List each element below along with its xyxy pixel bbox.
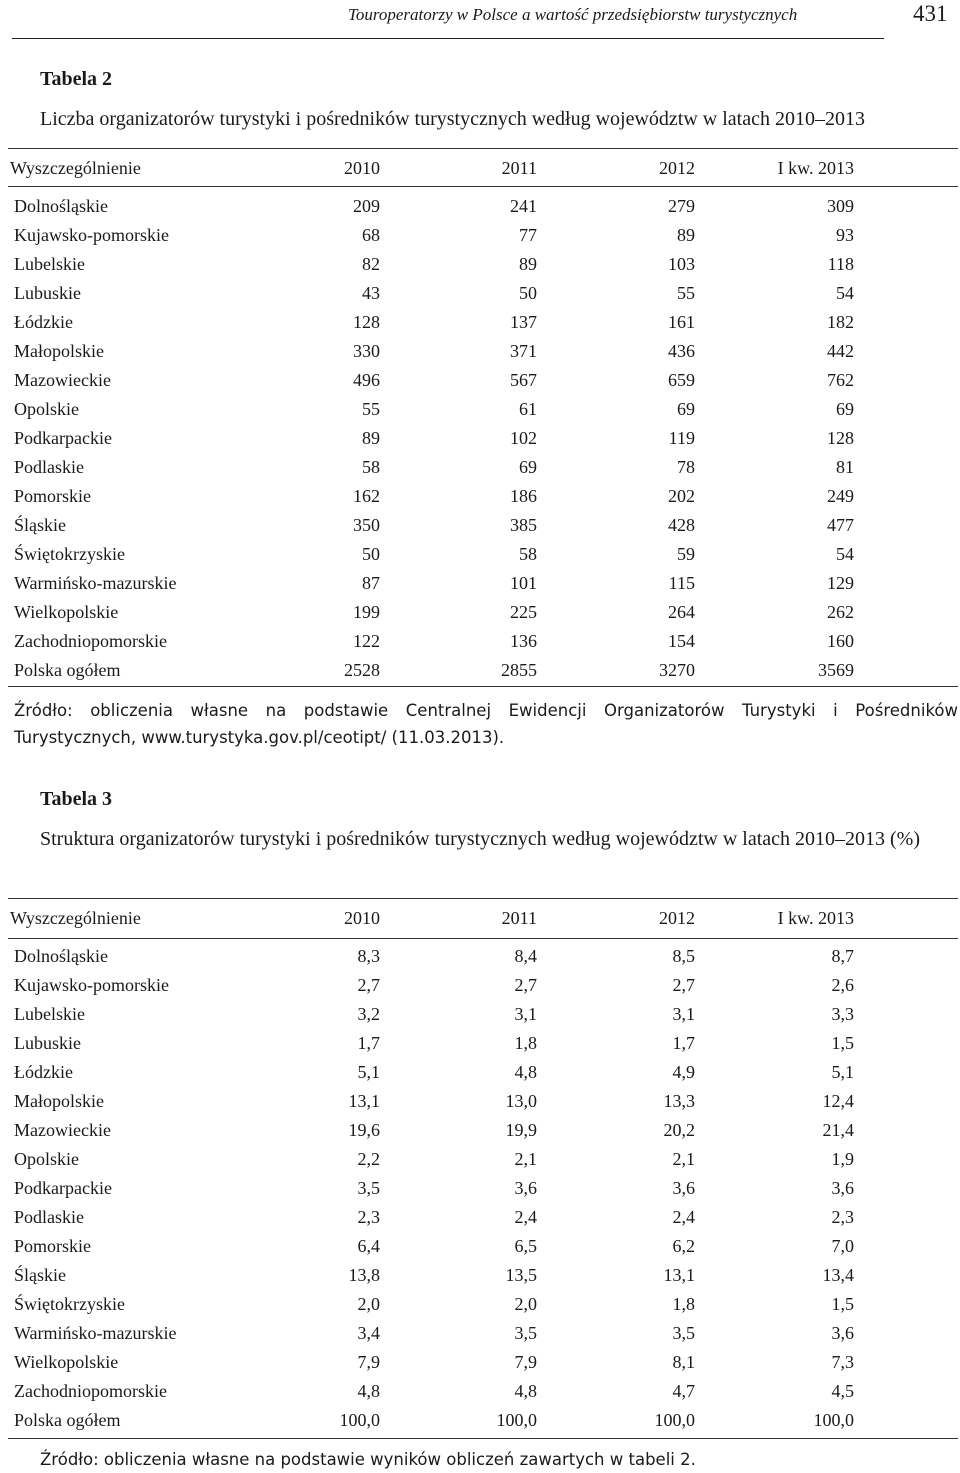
value-2013-q1: 5,1 <box>831 1062 854 1082</box>
value-2011: 1,8 <box>514 1033 537 1053</box>
region-name: Świętokrzyskie <box>14 1294 125 1314</box>
table-row <box>0 486 960 515</box>
value-2013-q1: 4,5 <box>831 1381 854 1401</box>
value-2011: 3,6 <box>514 1178 537 1198</box>
value-2013-q1: 3,6 <box>831 1178 854 1198</box>
value-2012: 659 <box>668 370 695 390</box>
region-name: Polska ogółem <box>14 1410 121 1430</box>
value-2011: 186 <box>510 486 537 506</box>
region-name: Łódzkie <box>14 1062 73 1082</box>
table3-header-rule <box>8 938 958 939</box>
value-2010: 2,2 <box>357 1149 380 1169</box>
table-row <box>0 225 960 254</box>
value-2011: 241 <box>510 196 537 216</box>
value-2013-q1: 262 <box>827 602 854 622</box>
region-name: Lubuskie <box>14 283 81 303</box>
table-row <box>0 370 960 399</box>
value-2011: 101 <box>510 573 537 593</box>
table-row <box>0 1352 960 1381</box>
region-name: Małopolskie <box>14 1091 104 1111</box>
value-2013-q1: 12,4 <box>822 1091 854 1111</box>
table-row <box>0 196 960 225</box>
region-name: Warmińsko-mazurskie <box>14 1323 177 1343</box>
table2-top-rule <box>8 148 958 149</box>
table-row <box>0 1294 960 1323</box>
running-title: Touroperatorzy w Polsce a wartość przedsiębiorstw turystycznych <box>348 5 798 24</box>
value-2012: 103 <box>668 254 695 274</box>
value-2012: 89 <box>677 225 695 245</box>
value-2013-q1: 3,3 <box>831 1004 854 1024</box>
value-2011: 61 <box>519 399 537 419</box>
value-2011: 100,0 <box>496 1410 537 1430</box>
value-2010: 19,6 <box>348 1120 380 1140</box>
value-2012: 4,7 <box>672 1381 695 1401</box>
value-2013-q1: 7,0 <box>831 1236 854 1256</box>
region-name: Lubelskie <box>14 254 85 274</box>
table-row <box>0 1410 960 1439</box>
table-row <box>0 283 960 312</box>
value-2012: 3,6 <box>672 1178 695 1198</box>
value-2012: 115 <box>668 573 695 593</box>
table2-header-row <box>0 158 960 182</box>
value-2013-q1: 100,0 <box>813 1410 854 1430</box>
table2-column-header: 2012 <box>659 158 695 178</box>
value-2010: 89 <box>362 428 380 448</box>
value-2010: 13,1 <box>348 1091 380 1111</box>
value-2013-q1: 13,4 <box>822 1265 854 1285</box>
value-2011: 6,5 <box>514 1236 537 1256</box>
value-2011: 3,1 <box>514 1004 537 1024</box>
table3-label: Tabela 3 <box>40 788 113 810</box>
running-header <box>0 0 960 40</box>
value-2010: 82 <box>362 254 380 274</box>
value-2010: 330 <box>353 341 380 361</box>
table-row <box>0 341 960 370</box>
value-2011: 136 <box>510 631 537 651</box>
value-2012: 119 <box>668 428 695 448</box>
region-name: Kujawsko-pomorskie <box>14 225 169 245</box>
table-row <box>0 1236 960 1265</box>
value-2010: 2,3 <box>357 1207 380 1227</box>
region-name: Podkarpackie <box>14 428 112 448</box>
table-row <box>0 1207 960 1236</box>
value-2013-q1: 442 <box>827 341 854 361</box>
table2-column-header: I kw. 2013 <box>777 158 854 178</box>
value-2012: 78 <box>677 457 695 477</box>
value-2010: 55 <box>362 399 380 419</box>
value-2012: 1,7 <box>672 1033 695 1053</box>
region-name: Pomorskie <box>14 486 92 506</box>
value-2010: 50 <box>362 544 380 564</box>
value-2012: 6,2 <box>672 1236 695 1256</box>
value-2010: 13,8 <box>348 1265 380 1285</box>
value-2013-q1: 54 <box>836 544 854 564</box>
value-2010: 6,4 <box>357 1236 380 1256</box>
value-2011: 58 <box>519 544 537 564</box>
value-2010: 100,0 <box>339 1410 380 1430</box>
region-name: Opolskie <box>14 399 79 419</box>
value-2012: 428 <box>668 515 695 535</box>
value-2012: 264 <box>668 602 695 622</box>
region-name: Dolnośląskie <box>14 946 108 966</box>
region-name: Zachodniopomorskie <box>14 1381 167 1401</box>
value-2013-q1: 249 <box>827 486 854 506</box>
table3-column-header: Wyszczególnienie <box>10 908 141 928</box>
region-name: Lubelskie <box>14 1004 85 1024</box>
value-2010: 128 <box>353 312 380 332</box>
value-2013-q1: 118 <box>827 254 854 274</box>
value-2010: 7,9 <box>357 1352 380 1372</box>
table-row <box>0 1323 960 1352</box>
value-2011: 2,7 <box>514 975 537 995</box>
value-2011: 385 <box>510 515 537 535</box>
value-2012: 100,0 <box>654 1410 695 1430</box>
table-row <box>0 660 960 689</box>
value-2011: 89 <box>519 254 537 274</box>
region-name: Lubuskie <box>14 1033 81 1053</box>
value-2012: 8,5 <box>672 946 695 966</box>
value-2010: 58 <box>362 457 380 477</box>
table-row <box>0 631 960 660</box>
value-2013-q1: 21,4 <box>822 1120 854 1140</box>
table3-column-header: 2010 <box>344 908 380 928</box>
value-2013-q1: 81 <box>836 457 854 477</box>
value-2012: 59 <box>677 544 695 564</box>
value-2012: 69 <box>677 399 695 419</box>
value-2010: 2528 <box>344 660 380 680</box>
table-row <box>0 946 960 975</box>
table-row <box>0 544 960 573</box>
region-name: Dolnośląskie <box>14 196 108 216</box>
value-2013-q1: 54 <box>836 283 854 303</box>
table-row <box>0 1033 960 1062</box>
value-2013-q1: 128 <box>827 428 854 448</box>
value-2012: 2,7 <box>672 975 695 995</box>
value-2011: 225 <box>510 602 537 622</box>
value-2010: 496 <box>353 370 380 390</box>
value-2011: 2855 <box>501 660 537 680</box>
value-2011: 69 <box>519 457 537 477</box>
region-name: Kujawsko-pomorskie <box>14 975 169 995</box>
region-name: Pomorskie <box>14 1236 92 1256</box>
region-name: Podkarpackie <box>14 1178 112 1198</box>
region-name: Podlaskie <box>14 457 84 477</box>
table-row <box>0 1178 960 1207</box>
value-2010: 87 <box>362 573 380 593</box>
value-2012: 8,1 <box>672 1352 695 1372</box>
region-name: Podlaskie <box>14 1207 84 1227</box>
value-2010: 3,2 <box>357 1004 380 1024</box>
value-2010: 199 <box>353 602 380 622</box>
table3-column-header: 2011 <box>501 908 537 928</box>
table-row <box>0 515 960 544</box>
table-row <box>0 254 960 283</box>
value-2013-q1: 762 <box>827 370 854 390</box>
value-2010: 162 <box>353 486 380 506</box>
value-2011: 137 <box>510 312 537 332</box>
value-2012: 3,1 <box>672 1004 695 1024</box>
value-2012: 161 <box>668 312 695 332</box>
value-2010: 8,3 <box>357 946 380 966</box>
table-row <box>0 1381 960 1410</box>
value-2010: 209 <box>353 196 380 216</box>
table-row <box>0 428 960 457</box>
value-2011: 2,1 <box>514 1149 537 1169</box>
region-name: Polska ogółem <box>14 660 121 680</box>
header-rule <box>12 38 884 39</box>
value-2011: 8,4 <box>514 946 537 966</box>
table2-column-header: 2010 <box>344 158 380 178</box>
table-row <box>0 399 960 428</box>
table2-caption: Liczba organizatorów turystyki i pośredników turystycznych według województw w latach 2010–2013 <box>40 108 865 130</box>
value-2011: 19,9 <box>505 1120 537 1140</box>
table2-source-note: Źródło: obliczenia własne na podstawie Centralnej Ewidencji Organizatorów Turystyki i Pośredników Turystycznych, www.turystyka.gov.pl/ceotipt/ (11.03.2013). <box>14 701 958 747</box>
table3-source-note: Źródło: obliczenia własne na podstawie wyników obliczeń zawartych w tabeli 2. <box>40 1450 696 1469</box>
value-2013-q1: 93 <box>836 225 854 245</box>
value-2013-q1: 2,6 <box>831 975 854 995</box>
value-2011: 2,4 <box>514 1207 537 1227</box>
table-row <box>0 602 960 631</box>
table-row <box>0 1091 960 1120</box>
table2-header-rule <box>8 186 958 187</box>
table2-column-header: Wyszczególnienie <box>10 158 141 178</box>
value-2010: 2,7 <box>357 975 380 995</box>
table-row <box>0 573 960 602</box>
table2 <box>0 148 960 688</box>
table-row <box>0 1265 960 1294</box>
region-name: Mazowieckie <box>14 370 111 390</box>
region-name: Opolskie <box>14 1149 79 1169</box>
region-name: Świętokrzyskie <box>14 544 125 564</box>
region-name: Łódzkie <box>14 312 73 332</box>
table3-top-rule <box>8 898 958 899</box>
table3-caption: Struktura organizatorów turystyki i pośredników turystycznych według województw w latach 2010–2013 (%) <box>40 828 920 850</box>
table-row <box>0 1062 960 1091</box>
value-2010: 3,4 <box>357 1323 380 1343</box>
value-2010: 3,5 <box>357 1178 380 1198</box>
table2-column-header: 2011 <box>501 158 537 178</box>
value-2010: 68 <box>362 225 380 245</box>
value-2013-q1: 1,5 <box>831 1033 854 1053</box>
value-2013-q1: 69 <box>836 399 854 419</box>
table-row <box>0 1120 960 1149</box>
value-2013-q1: 8,7 <box>831 946 854 966</box>
value-2012: 3,5 <box>672 1323 695 1343</box>
value-2013-q1: 1,5 <box>831 1294 854 1314</box>
value-2012: 436 <box>668 341 695 361</box>
value-2012: 1,8 <box>672 1294 695 1314</box>
value-2012: 55 <box>677 283 695 303</box>
value-2013-q1: 129 <box>827 573 854 593</box>
region-name: Wielkopolskie <box>14 1352 119 1372</box>
table-row <box>0 1149 960 1178</box>
region-name: Zachodniopomorskie <box>14 631 167 651</box>
table-row <box>0 457 960 486</box>
value-2010: 4,8 <box>357 1381 380 1401</box>
value-2013-q1: 160 <box>827 631 854 651</box>
value-2011: 371 <box>510 341 537 361</box>
table-row <box>0 975 960 1004</box>
value-2013-q1: 3569 <box>818 660 854 680</box>
value-2011: 567 <box>510 370 537 390</box>
table3 <box>0 898 960 1440</box>
table2-label: Tabela 2 <box>40 68 113 90</box>
table-row <box>0 1004 960 1033</box>
value-2010: 1,7 <box>357 1033 380 1053</box>
value-2011: 13,5 <box>505 1265 537 1285</box>
region-name: Śląskie <box>14 515 66 535</box>
value-2010: 43 <box>362 283 380 303</box>
value-2012: 279 <box>668 196 695 216</box>
value-2011: 4,8 <box>514 1381 537 1401</box>
value-2010: 5,1 <box>357 1062 380 1082</box>
value-2012: 13,3 <box>663 1091 695 1111</box>
value-2012: 3270 <box>659 660 695 680</box>
value-2011: 50 <box>519 283 537 303</box>
table3-column-header: I kw. 2013 <box>777 908 854 928</box>
region-name: Małopolskie <box>14 341 104 361</box>
page-number: 431 <box>913 1 948 26</box>
value-2013-q1: 3,6 <box>831 1323 854 1343</box>
table3-header-row <box>0 908 960 932</box>
region-name: Mazowieckie <box>14 1120 111 1140</box>
value-2011: 77 <box>519 225 537 245</box>
value-2013-q1: 182 <box>827 312 854 332</box>
table-row <box>0 312 960 341</box>
value-2010: 2,0 <box>357 1294 380 1314</box>
value-2011: 4,8 <box>514 1062 537 1082</box>
value-2012: 2,1 <box>672 1149 695 1169</box>
value-2012: 2,4 <box>672 1207 695 1227</box>
table3-column-header: 2012 <box>659 908 695 928</box>
value-2013-q1: 477 <box>827 515 854 535</box>
region-name: Śląskie <box>14 1265 66 1285</box>
value-2013-q1: 309 <box>827 196 854 216</box>
value-2012: 4,9 <box>672 1062 695 1082</box>
value-2010: 350 <box>353 515 380 535</box>
region-name: Wielkopolskie <box>14 602 119 622</box>
value-2013-q1: 7,3 <box>831 1352 854 1372</box>
value-2013-q1: 2,3 <box>831 1207 854 1227</box>
value-2011: 13,0 <box>505 1091 537 1111</box>
value-2012: 20,2 <box>663 1120 695 1140</box>
value-2013-q1: 1,9 <box>831 1149 854 1169</box>
value-2012: 154 <box>668 631 695 651</box>
region-name: Warmińsko-mazurskie <box>14 573 177 593</box>
value-2011: 7,9 <box>514 1352 537 1372</box>
value-2012: 202 <box>668 486 695 506</box>
value-2011: 2,0 <box>514 1294 537 1314</box>
value-2010: 122 <box>353 631 380 651</box>
value-2011: 3,5 <box>514 1323 537 1343</box>
value-2012: 13,1 <box>663 1265 695 1285</box>
value-2011: 102 <box>510 428 537 448</box>
